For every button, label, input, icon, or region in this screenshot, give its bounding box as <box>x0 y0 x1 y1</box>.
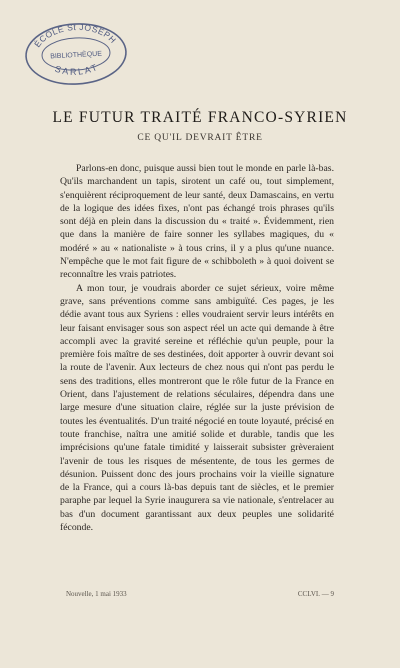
footer-page-mark: CCLVI. — 9 <box>297 590 334 598</box>
article-body <box>60 162 334 534</box>
footer-issue: Nouvelle, 1 mai 1933 <box>66 590 127 598</box>
paragraph: Parlons-en donc, puisque aussi bien tout le monde en parle là-bas. Qu'ils marchandent un tapis, sirotent un café ou, tout simplement, s'enquièrent réciproquement de leur santé, deux Damascains, en vertu de la logique des idées fixes, n'ont pas échangé trois phrases qu'ils sont déjà en plein dans la discussion du « traité ». Évidemment, rien que dans la manière de faire sonner les syllabes magiques, du « modéré » au « nationaliste » à tous crins, il y a plus qu'une nuance. N'empêche que le mot fait figure de « schibboleth » à quoi doivent se reconnaître les vrais patriotes. <box>60 163 334 281</box>
stamp-middle-text: BIBLIOTHÈQUE <box>50 50 103 61</box>
article-title: LE FUTUR TRAITÉ FRANCO-SYRIEN <box>52 109 348 126</box>
paragraph: A mon tour, je voudrais aborder ce sujet sérieux, voire même grave, sans préventions comme sans ambiguïté. Ces pages, je les dédie avant tous aux Syriens : elles voudraient servir leurs intérêts en leur faisant envisager sous son aspect réel un acte qui demande à être accompli avec la gravité sereine et réfléchie qu'un peuple, pour la première fois maître de ses destinées, doit apporter à ouvrir devant soi la route de l'avenir. Aux lecteurs de chez nous qui n'ont pas perdu le sens des traditions, elles montreront que le rôle futur de la France en Orient, dans l'ajustement de relations séculaires, dépendra dans une large mesure d'une situation claire, réglée sur la juste prévision de toutes les éventualités. D'un traité négocié en toute loyauté, précisé en toute franchise, naîtra une amitié solide et durable, tandis que les imprécisions qu'une fatale timidité y laisserait subsister grèveraient l'avenir de tous les risques de mésentente, de tous les germes de désunion. Puissent donc des jours prochains voir la vieille signature de la France, qui a cours là-bas depuis tant de siècles, et le premier paraphe par lequel la Syrie inaugurera sa vie nationale, s'entrelacer au bas d'un document garantissant aux deux peuples une solidarité féconde. <box>60 282 334 534</box>
library-stamp <box>20 17 131 91</box>
article-subtitle: CE QU'IL DEVRAIT ÊTRE <box>137 133 263 143</box>
stamp-top-text: ÉCOLE St JOSEPH <box>32 21 119 50</box>
svg-text:SARLAT <box>53 61 100 78</box>
stamp-bottom-text: SARLAT <box>53 61 101 77</box>
